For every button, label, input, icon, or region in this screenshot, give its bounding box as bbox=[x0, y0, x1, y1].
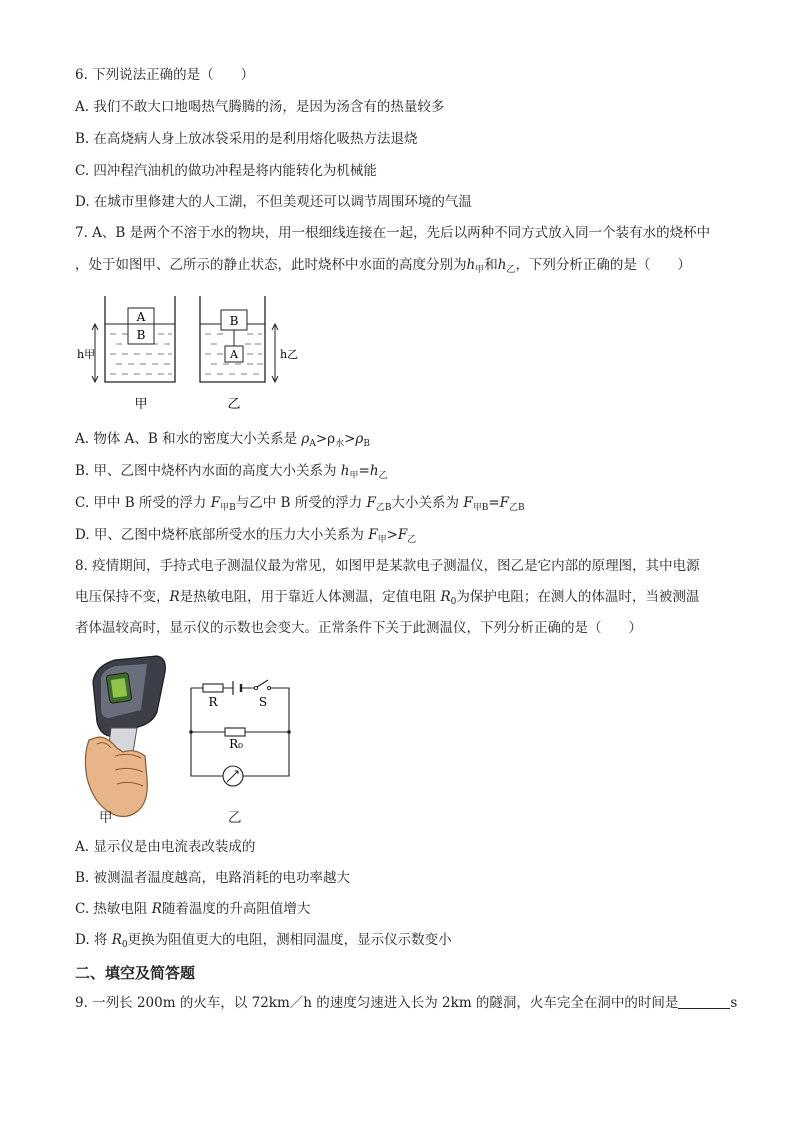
thermometer-gun-illustration bbox=[75, 652, 175, 827]
label-a-jia: A bbox=[136, 310, 146, 324]
q7-stem-line1: 7. A、B 是两个不溶于水的物块，用一根细线连接在一起，先后以两种不同方式放入同一个装有水的烧杯中 bbox=[75, 225, 711, 241]
label-r: R bbox=[208, 695, 218, 709]
q7-option-b: B. 甲、乙图中烧杯内水面的高度大小关系为 $h_甲=h_乙$ bbox=[75, 463, 388, 481]
resistor-r bbox=[203, 684, 223, 692]
h-yi-label: h乙 bbox=[280, 348, 299, 361]
label-s: S bbox=[258, 695, 268, 709]
q7-option-d: D. 甲、乙图中烧杯底部所受水的压力大小关系为 $F_甲>F_乙$ bbox=[75, 527, 417, 545]
beaker-yi bbox=[200, 296, 278, 382]
q8-option-a: A. 显示仪是由电流表改装成的 bbox=[75, 839, 256, 855]
q8-stem-line1: 8. 疫情期间，手持式电子测温仪最为常见，如图甲是某款电子测温仪，图乙是它内部的原理图，其中电源 bbox=[75, 558, 700, 574]
q9-stem: 9. 一列长 200m 的火车，以 72km／h 的速度匀速进入长为 2km 的隧洞，火车完全在洞中的时间是 s bbox=[75, 995, 738, 1011]
q7-option-a: A. 物体 A、B 和水的密度大小关系是 $\rho_A>\rho_水>\rho_B$ bbox=[75, 431, 370, 449]
label-a-yi: A bbox=[230, 348, 238, 361]
q6-option-c: C. 四冲程汽油机的做功冲程是将内能转化为机械能 bbox=[75, 163, 377, 179]
q6-option-d: D. 在城市里修建大的人工湖，不但美观还可以调节周围环境的气温 bbox=[75, 194, 472, 210]
beakers-figure bbox=[75, 288, 305, 418]
q8-caption-jia: 甲 bbox=[99, 810, 113, 826]
q7-stem-line2: ，处于如图甲、乙所示的静止状态，此时烧杯中水面的高度分别为$h_甲$和$h_乙$，下列分析正确的是（ ） bbox=[75, 257, 691, 275]
q6-option-b: B. 在高烧病人身上放冰袋采用的是利用熔化吸热方法退烧 bbox=[75, 131, 418, 147]
q8-option-b: B. 被测温者温度越高，电路消耗的电功率越大 bbox=[75, 870, 351, 886]
q8-option-c: C. 热敏电阻 R随着温度的升高阻值增大 bbox=[75, 901, 311, 917]
caption-yi: 乙 bbox=[227, 397, 241, 412]
q8-option-d: D. 将 $R_0$更换为阻值更大的电阻，测相同温度，显示仪示数变小 bbox=[75, 932, 452, 950]
h-jia-label: h甲 bbox=[77, 348, 96, 361]
q6-stem: 6. 下列说法正确的是（ ） bbox=[75, 67, 255, 83]
q8-stem-line3: 者体温较高时，显示仪的示数也会变大。正常条件下关于此测温仪，下列分析正确的是（ ） bbox=[75, 620, 642, 636]
circuit-diagram bbox=[185, 676, 305, 806]
section-heading: 二、填空及简答题 bbox=[75, 964, 196, 982]
q8-caption-yi: 乙 bbox=[228, 810, 242, 826]
q7-option-c: C. 甲中 B 所受的浮力 $F_{甲B}$与乙中 B 所受的浮力 $F_{乙B}$大小关系为 $F_{甲B}=F_{乙B}$ bbox=[75, 495, 525, 513]
resistor-r0 bbox=[225, 728, 245, 736]
beaker-jia bbox=[92, 296, 175, 382]
caption-jia: 甲 bbox=[134, 397, 148, 412]
label-b-jia: B bbox=[136, 328, 146, 342]
label-r0: R₀ bbox=[229, 737, 243, 751]
q6-option-a: A. 我们不敢大口地喝热气腾腾的汤，是因为汤含有的热量较多 bbox=[75, 99, 445, 115]
answer-blank[interactable] bbox=[678, 995, 730, 1009]
label-b-yi: B bbox=[229, 314, 239, 328]
q8-stem-line2: 电压保持不变，R是热敏电阻，用于靠近人体测温，定值电阻 $R_0$为保护电阻；在测人的体温时，当被测温 bbox=[75, 589, 700, 607]
